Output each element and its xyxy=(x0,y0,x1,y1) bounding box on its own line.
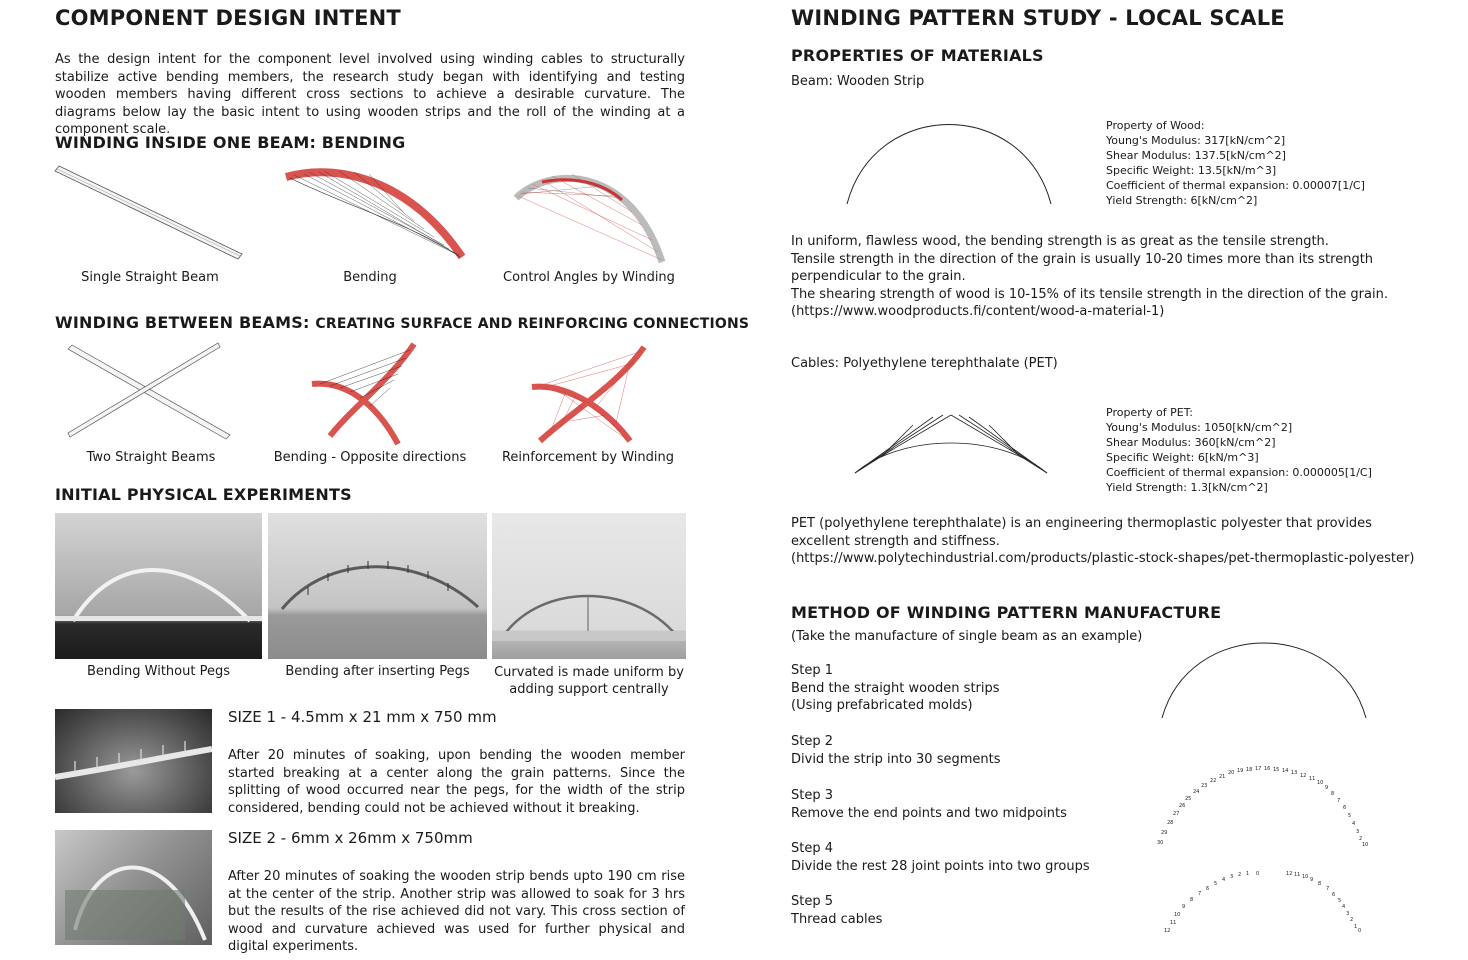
svg-text:15: 15 xyxy=(1273,767,1280,773)
svg-text:16: 16 xyxy=(1264,766,1271,772)
svg-text:23: 23 xyxy=(1201,783,1208,789)
method-subtitle: (Take the manufacture of single beam as an example) xyxy=(791,629,1143,644)
svg-text:3: 3 xyxy=(1356,829,1360,835)
svg-text:7: 7 xyxy=(1326,886,1330,892)
section2-heading-main: WINDING BETWEEN BEAMS: xyxy=(55,313,310,332)
svg-text:22: 22 xyxy=(1210,778,1217,784)
reinforcement-by-winding-diagram xyxy=(530,343,648,443)
control-angles-winding-diagram xyxy=(512,170,670,266)
svg-text:14: 14 xyxy=(1282,768,1289,774)
svg-text:2: 2 xyxy=(1359,836,1363,842)
caption-single-straight-beam: Single Straight Beam xyxy=(81,270,219,285)
pet-prop-4: Coefficient of thermal expansion: 0.000005[1/C] xyxy=(1106,466,1372,479)
step-1-line-1: Bend the straight wooden strips xyxy=(791,680,1000,696)
svg-text:17: 17 xyxy=(1255,766,1262,772)
svg-text:4: 4 xyxy=(1352,821,1356,827)
svg-text:27: 27 xyxy=(1173,811,1180,817)
caption-curvature-uniform: Curvated is made uniform by adding support centrally xyxy=(494,665,684,697)
step-4-label: Step 4 xyxy=(791,841,834,856)
svg-text:9: 9 xyxy=(1310,877,1314,883)
pet-cable-diagram xyxy=(853,413,1049,477)
size1-text: After 20 minutes of soaking, upon bending the wooden member started breaking at a center along the grain patterns. Since the splitting of wood occurred near the pegs, for the width of the strip considered, bending could not be achieved without it breaking. xyxy=(228,748,685,816)
svg-text:5: 5 xyxy=(1348,813,1352,819)
pet-prop-5: Yield Strength: 1.3[kN/cm^2] xyxy=(1106,481,1268,494)
step-5-line-1: Thread cables xyxy=(791,911,883,927)
caption-bending-with-pegs: Bending after inserting Pegs xyxy=(285,664,470,679)
pet-prop-0: Property of PET: xyxy=(1106,406,1193,419)
step-1 xyxy=(791,662,1000,715)
photo-size1-breaking xyxy=(55,709,212,813)
svg-text:9: 9 xyxy=(1182,904,1186,910)
section2-heading-sub: CREATING SURFACE AND REINFORCING CONNECTIONS xyxy=(315,316,750,332)
caption-control-angles: Control Angles by Winding xyxy=(503,270,675,285)
svg-text:6: 6 xyxy=(1343,805,1347,811)
svg-text:5: 5 xyxy=(1338,898,1342,904)
svg-text:5: 5 xyxy=(1214,881,1218,887)
photo-bending-with-pegs xyxy=(268,513,487,659)
left-page-title: COMPONENT DESIGN INTENT xyxy=(55,6,401,30)
section1-heading: WINDING INSIDE ONE BEAM: BENDING xyxy=(55,133,406,152)
svg-text:3: 3 xyxy=(1346,911,1350,917)
svg-text:0: 0 xyxy=(1365,842,1369,848)
beam-label: Beam: Wooden Strip xyxy=(791,74,925,89)
svg-text:11: 11 xyxy=(1170,920,1177,926)
wood-prop-2: Shear Modulus: 137.5[kN/cm^2] xyxy=(1106,149,1286,162)
step-1-label: Step 1 xyxy=(791,663,834,678)
svg-text:4: 4 xyxy=(1222,877,1226,883)
step1-arc-diagram xyxy=(1160,640,1368,720)
svg-text:28: 28 xyxy=(1167,820,1174,826)
svg-text:8: 8 xyxy=(1318,881,1322,887)
caption-reinforcement: Reinforcement by Winding xyxy=(501,450,674,465)
step2-numbered-arc xyxy=(1155,762,1375,852)
caption-bending-opposite: Bending - Opposite directions xyxy=(273,450,467,465)
svg-text:2: 2 xyxy=(1350,917,1354,923)
svg-text:10: 10 xyxy=(1302,874,1309,880)
svg-text:12: 12 xyxy=(1286,871,1293,877)
step-2-line-1: Divid the strip into 30 segments xyxy=(791,751,1001,767)
left-intro-paragraph: As the design intent for the component level involved using winding cables to structurally stabilize active bending members, the research study began with identifying and testing wooden members having different cross sections to achieve a desirable curvature. The diagrams below lay the basic intent to using wooden strips and the roll of the winding at a component scale. xyxy=(55,52,685,138)
wood-prop-0: Property of Wood: xyxy=(1106,119,1205,132)
pet-text-1: (https://www.polytechindustrial.com/products/plastic-stock-shapes/pet-thermoplastic-polyester) xyxy=(791,551,1415,567)
svg-text:0: 0 xyxy=(1358,928,1362,934)
wood-prop-1: Young's Modulus: 317[kN/cm^2] xyxy=(1106,134,1286,147)
svg-text:25: 25 xyxy=(1185,796,1192,802)
svg-text:20: 20 xyxy=(1228,770,1235,776)
svg-text:1: 1 xyxy=(1246,871,1250,877)
wood-prop-5: Yield Strength: 6[kN/cm^2] xyxy=(1106,194,1258,207)
svg-text:18: 18 xyxy=(1246,767,1253,773)
step-4-line-1: Divide the rest 28 joint points into two groups xyxy=(791,858,1090,874)
pet-properties xyxy=(1106,405,1372,495)
step-3 xyxy=(791,787,1067,822)
bending-beam-diagram xyxy=(284,165,466,265)
step-5-label: Step 5 xyxy=(791,894,834,909)
photo-curvature-uniform xyxy=(492,513,686,659)
wood-prop-3: Specific Weight: 13.5[kN/m^3] xyxy=(1106,164,1277,177)
caption-bending: Bending xyxy=(343,270,397,285)
step-5 xyxy=(791,893,882,928)
svg-text:9: 9 xyxy=(1325,785,1329,791)
pet-prop-1: Young's Modulus: 1050[kN/cm^2] xyxy=(1106,421,1293,434)
section3-heading: INITIAL PHYSICAL EXPERIMENTS xyxy=(55,485,352,504)
svg-text:21: 21 xyxy=(1219,774,1226,780)
method-heading: METHOD OF WINDING PATTERN MANUFACTURE xyxy=(791,603,1222,622)
svg-text:10: 10 xyxy=(1174,912,1181,918)
wood-arc-diagram xyxy=(845,118,1053,206)
svg-text:8: 8 xyxy=(1190,897,1194,903)
svg-text:7: 7 xyxy=(1337,798,1341,804)
svg-text:1: 1 xyxy=(1362,842,1366,848)
svg-text:2: 2 xyxy=(1238,872,1242,878)
size1-title: SIZE 1 - 4.5mm x 21 mm x 750 mm xyxy=(228,708,497,726)
single-straight-beam-diagram xyxy=(55,163,245,263)
size2-title: SIZE 2 - 6mm x 26mm x 750mm xyxy=(228,829,473,847)
wood-text-0: In uniform, flawless wood, the bending strength is as great as the tensile strength. xyxy=(791,234,1329,249)
step-1-line-2: (Using prefabricated molds) xyxy=(791,698,973,714)
step-3-label: Step 3 xyxy=(791,788,834,803)
svg-text:26: 26 xyxy=(1179,803,1186,809)
wood-text-2: The shearing strength of wood is 10-15% of its tensile strength in the direction of the grain. xyxy=(791,286,1388,302)
cable-label: Cables: Polyethylene terephthalate (PET) xyxy=(791,356,1058,371)
svg-text:19: 19 xyxy=(1237,768,1244,774)
photo-size2-bending xyxy=(55,830,212,945)
right-page-title: WINDING PATTERN STUDY - LOCAL SCALE xyxy=(791,6,1285,30)
svg-text:10: 10 xyxy=(1317,780,1324,786)
svg-text:12: 12 xyxy=(1164,928,1171,934)
step-2-label: Step 2 xyxy=(791,734,834,749)
svg-text:29: 29 xyxy=(1161,830,1168,836)
wood-properties xyxy=(1106,118,1365,208)
svg-text:0: 0 xyxy=(1256,871,1260,877)
wood-prop-4: Coefficient of thermal expansion: 0.00007[1/C] xyxy=(1106,179,1365,192)
size2-text: After 20 minutes of soaking the wooden strip bends upto 190 cm rise at the center of the strip. Another strip was allowed to soak for 3 hrs but the results of the rise achieved did not vary. This cross section of wood and curvature achieved was used for further physical and digital experiments. xyxy=(228,869,685,955)
caption-two-straight-beams: Two Straight Beams xyxy=(86,450,216,465)
pet-text xyxy=(791,515,1431,568)
pet-prop-2: Shear Modulus: 360[kN/cm^2] xyxy=(1106,436,1276,449)
photo-bending-without-pegs xyxy=(55,513,262,659)
two-straight-beams-diagram xyxy=(68,343,233,443)
svg-text:13: 13 xyxy=(1291,770,1298,776)
step-2 xyxy=(791,733,1001,768)
svg-text:6: 6 xyxy=(1332,892,1336,898)
step-4 xyxy=(791,840,1090,875)
svg-text:1: 1 xyxy=(1354,924,1358,930)
pet-text-0: PET (polyethylene terephthalate) is an engineering thermoplastic polyester that provides excellent strength and stiffness. xyxy=(791,516,1372,549)
wood-text xyxy=(791,233,1431,321)
svg-text:3: 3 xyxy=(1230,874,1234,880)
svg-text:4: 4 xyxy=(1342,904,1346,910)
pet-prop-3: Specific Weight: 6[kN/m^3] xyxy=(1106,451,1259,464)
step-3-line-1: Remove the end points and two midpoints xyxy=(791,805,1067,821)
wood-text-3: (https://www.woodproducts.fi/content/wood-a-material-1) xyxy=(791,304,1165,320)
svg-text:11: 11 xyxy=(1309,776,1316,782)
caption-bending-without-pegs: Bending Without Pegs xyxy=(87,664,230,679)
wood-text-1: Tensile strength in the direction of the grain is usually 10-20 times more than its strength perpendicular to the grain. xyxy=(791,251,1374,285)
svg-text:24: 24 xyxy=(1193,789,1200,795)
svg-text:11: 11 xyxy=(1294,872,1301,878)
svg-text:8: 8 xyxy=(1331,791,1335,797)
svg-text:6: 6 xyxy=(1206,886,1210,892)
svg-text:12: 12 xyxy=(1300,773,1307,779)
properties-heading: PROPERTIES OF MATERIALS xyxy=(791,46,1044,65)
bending-opposite-directions-diagram xyxy=(310,340,420,448)
section2-heading xyxy=(55,313,749,332)
svg-text:7: 7 xyxy=(1198,891,1202,897)
svg-text:30: 30 xyxy=(1157,840,1164,846)
step5-numbered-arc xyxy=(1160,866,1370,936)
